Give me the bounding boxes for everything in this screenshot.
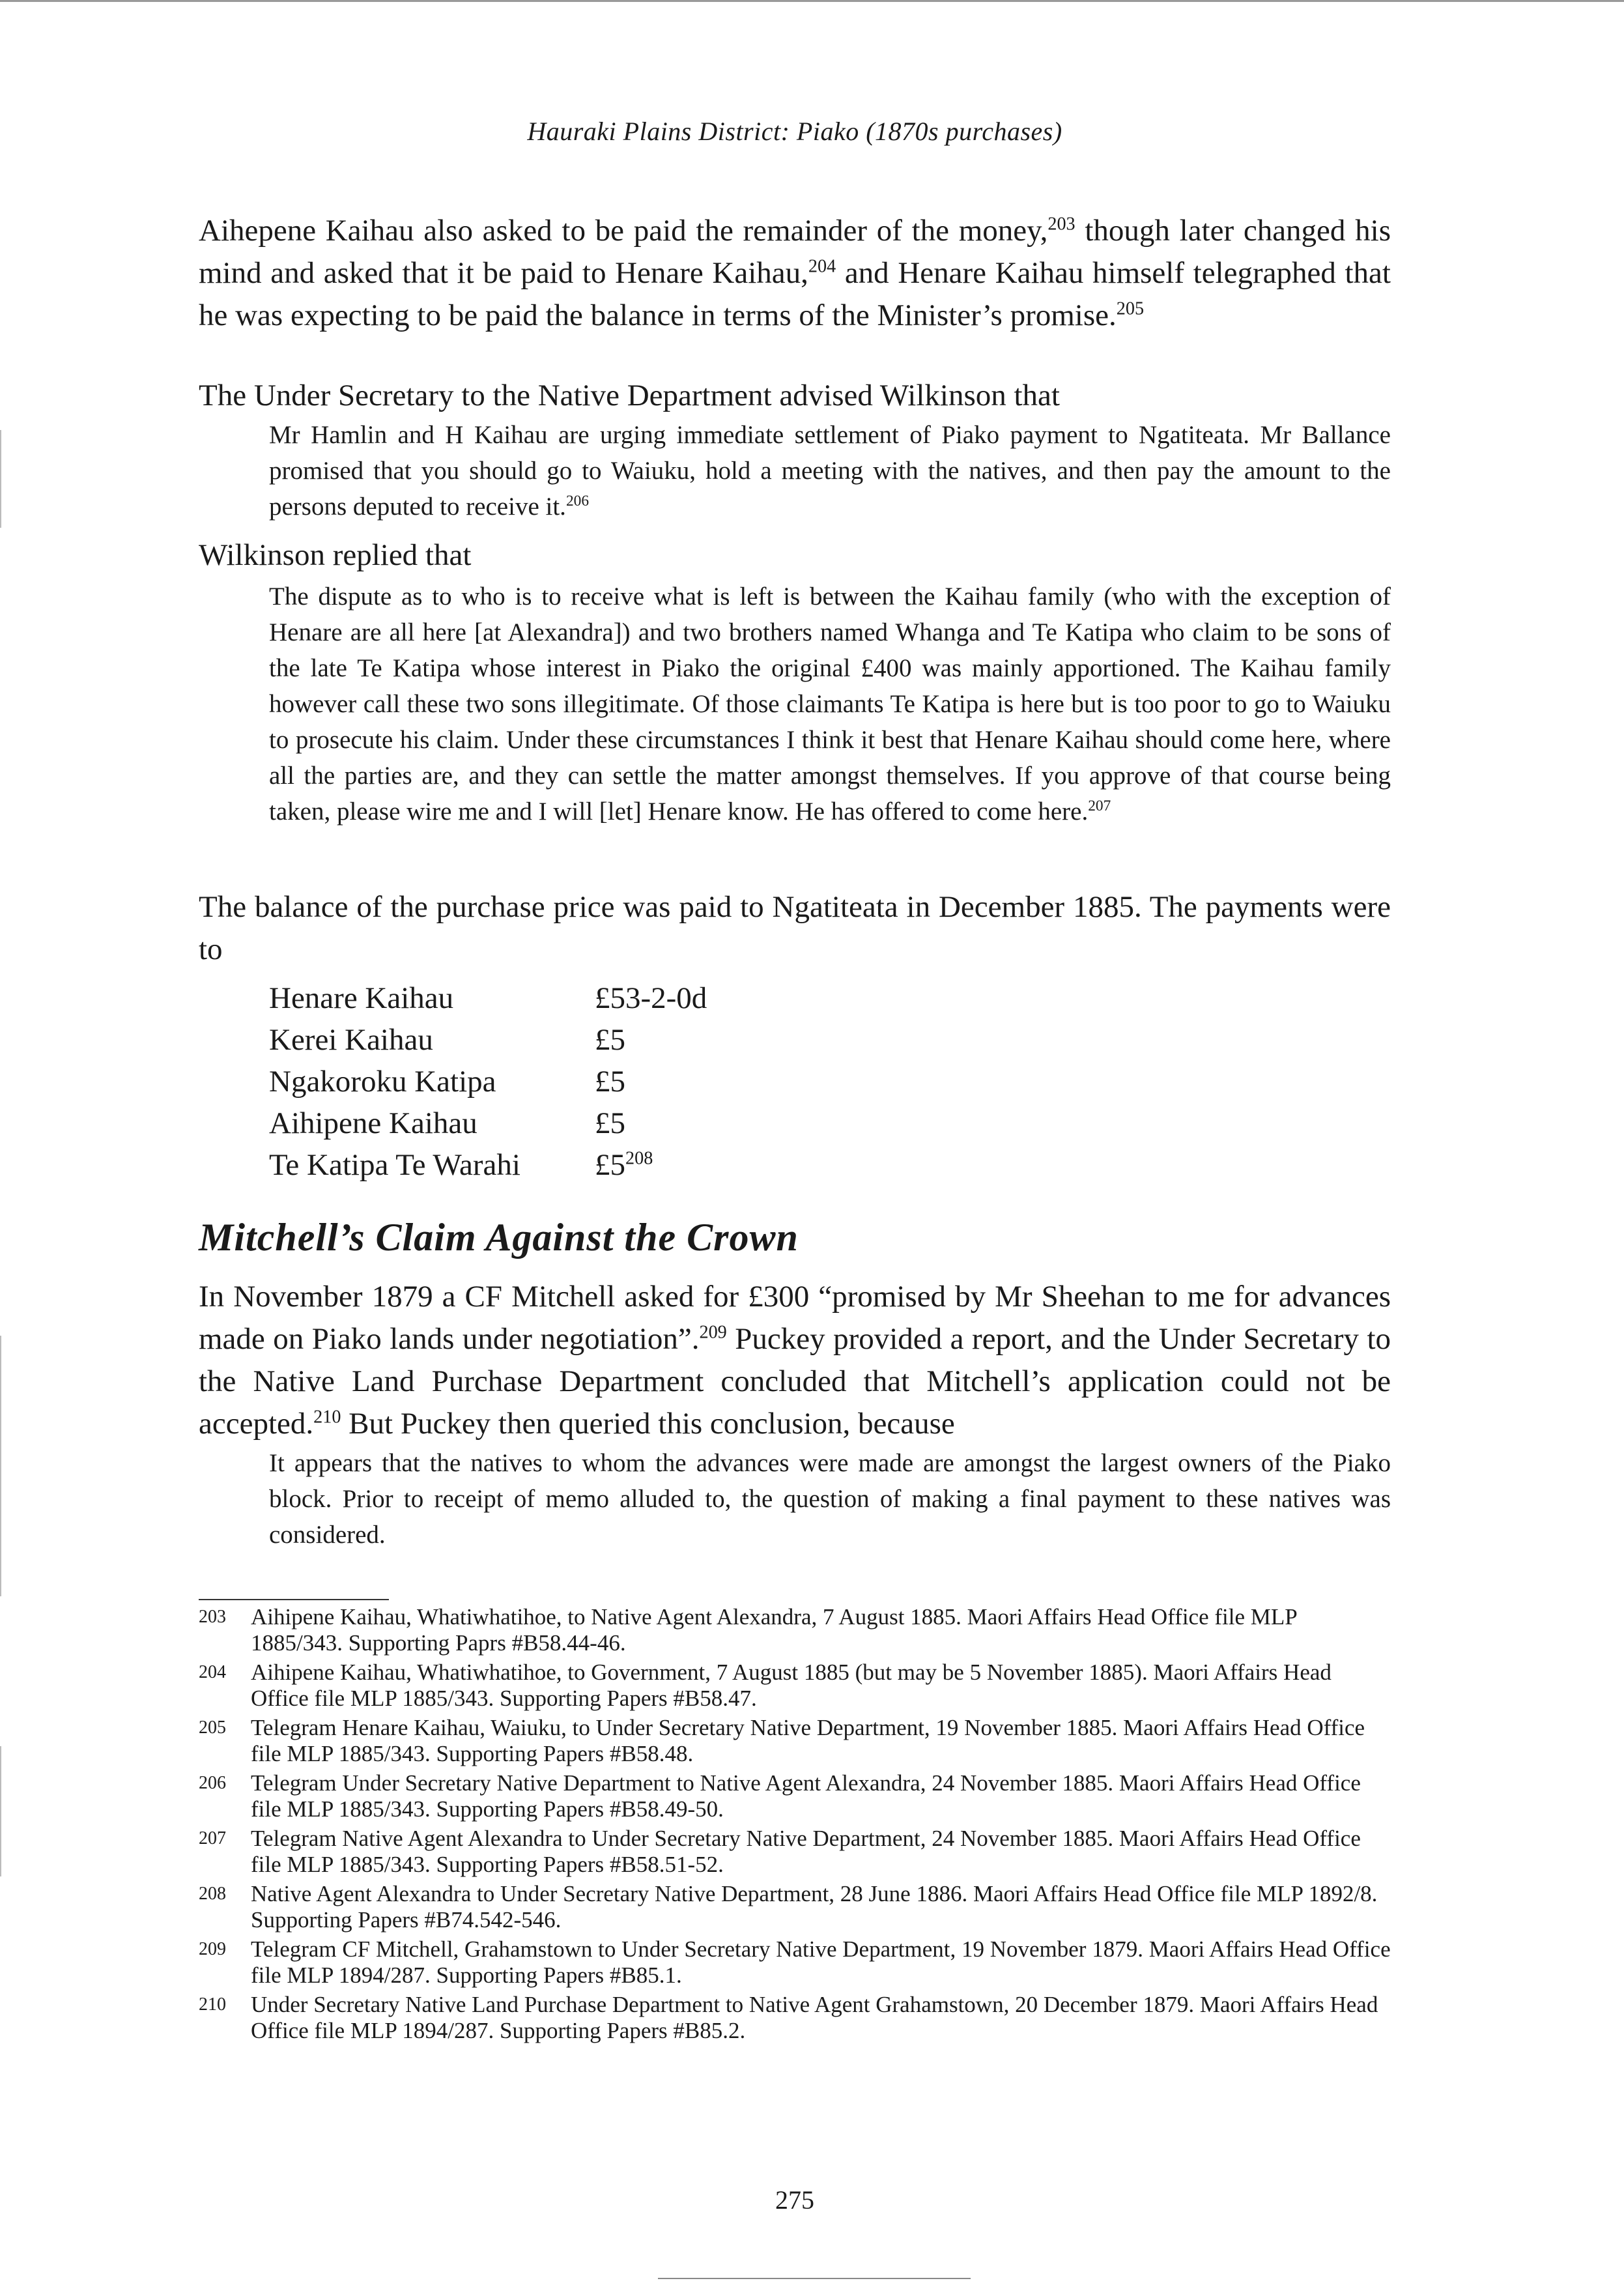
payee-name: Kerei Kaihau bbox=[269, 1023, 433, 1057]
top-rule bbox=[0, 0, 1624, 2]
paragraph-5: In November 1879 a CF Mitchell asked for £300 “promised by Mr Sheehan to me for advances made on Piako lands under negotiation”.$^{209}$ Puckey provided a report, and the Under Secretary to the Native Land Purchase Department concluded that Mitchell’s application could not be accepted.$^{210}$ But Puckey then queried this conclusion, because bbox=[199, 1280, 1391, 1441]
table-row bbox=[269, 977, 790, 1019]
block-quote-1: Mr Hamlin and H Kaihau are urging immediate settlement of Piako payment to Ngatiteata. Mr Ballance promised that you should go to Waiuku, hold a meeting with the natives, and then pay the amount to the persons deputed to receive it.$^{206}$ bbox=[269, 421, 1391, 521]
footnote-ref: 208 bbox=[625, 1148, 653, 1169]
footnote-number: 204 bbox=[199, 1662, 226, 1682]
footnote-text: Telegram Henare Kaihau, Waiuku, to Under Secretary Native Department, 19 November 1885. Maori Affairs Head Office file MLP 1885/343. Supporting Papers #B58.48. bbox=[251, 1715, 1365, 1766]
footnote-text: Telegram CF Mitchell, Grahamstown to Under Secretary Native Department, 19 November 1879. Maori Affairs Head Office file MLP 1894/287. Supporting Papers #B85.1. bbox=[251, 1936, 1391, 1988]
footnote-number: 206 bbox=[199, 1773, 226, 1793]
footnote-ref: 205 bbox=[1116, 298, 1145, 319]
footnote bbox=[199, 1936, 1391, 1989]
margin-mark bbox=[0, 430, 1, 528]
table-row bbox=[269, 1019, 790, 1061]
footnote bbox=[199, 1881, 1391, 1933]
margin-mark bbox=[0, 1336, 1, 1596]
block-quote-3: It appears that the natives to whom the advances were made are amongst the largest owners of the Piako block. Prior to receipt of memo alluded to, the question of making a final payment to these natives was considered. bbox=[269, 1449, 1391, 1549]
paragraph-4: The balance of the purchase price was paid to Ngatiteata in December 1885. The payments were to bbox=[199, 890, 1391, 966]
table-row bbox=[269, 1144, 790, 1186]
table-row bbox=[269, 1102, 790, 1144]
footnote bbox=[199, 1826, 1391, 1878]
footnote-ref: 204 bbox=[808, 256, 836, 277]
footnote-text: Telegram Native Agent Alexandra to Under Secretary Native Department, 24 November 1885. Maori Affairs Head Office file MLP 1885/343. Supporting Papers #B58.51-52. bbox=[251, 1826, 1361, 1877]
footnote-ref: 209 bbox=[699, 1322, 727, 1343]
block-quote-2: The dispute as to who is to receive what is left is between the Kaihau family (who with the exception of Henare are all here [at Alexandra]) and two brothers named Whanga and Te Katipa who claim to be sons of the late Te Katipa whose interest in Piako the original £400 was mainly apportioned. The Kaihau family however call these two sons illegitimate. Of those claimants Te Katipa is here but is too poor to go to Waiuku to prosecute his claim. Under these circumstances I think it best that Henare Kaihau should come here, where all the parties are, and they can settle the matter amongst themselves. If you approve of that course being taken, please wire me and I will [let] Henare know. He has offered to come here.$^{207}$ bbox=[269, 582, 1391, 826]
page-number: 275 bbox=[775, 2185, 814, 2215]
footnote-text: Under Secretary Native Land Purchase Department to Native Agent Grahamstown, 20 December 1879. Maori Affairs Head Office file MLP 1894/287. Supporting Papers #B85.2. bbox=[251, 1992, 1378, 2043]
footnote-text: Native Agent Alexandra to Under Secretary Native Department, 28 June 1886. Maori Affairs Head Office file MLP 1892/8. Supporting Papers #B74.542-546. bbox=[251, 1881, 1378, 1933]
footnote-number: 207 bbox=[199, 1828, 226, 1848]
footnote-number: 208 bbox=[199, 1884, 226, 1904]
footnote-text: Aihipene Kaihau, Whatiwhatihoe, to Government, 7 August 1885 (but may be 5 November 1885). Maori Affairs Head Office file MLP 1885/343. Supporting Papers #B58.47. bbox=[251, 1660, 1332, 1711]
footnote bbox=[199, 1660, 1391, 1712]
lead-line: Wilkinson replied that bbox=[199, 538, 472, 572]
payment-amount: £5 bbox=[595, 1023, 625, 1057]
payee-name: Te Katipa Te Warahi bbox=[269, 1148, 520, 1182]
bottom-rule bbox=[658, 2278, 971, 2279]
footnote-ref: 206 bbox=[565, 493, 590, 510]
lead-line: The Under Secretary to the Native Department advised Wilkinson that bbox=[199, 379, 1060, 412]
payment-amount: £5 bbox=[595, 1065, 625, 1099]
footnote bbox=[199, 1770, 1391, 1822]
paragraph-1: Aihepene Kaihau also asked to be paid the remainder of the money,$^{203}$ though later changed his mind and asked that it be paid to Henare Kaihau,$^{204}$ and Henare Kaihau himself telegraphed that he was expecting to be paid the balance in terms of the Minister’s promise.$^{205}$ bbox=[199, 214, 1391, 332]
footnote-number: 210 bbox=[199, 1994, 226, 2015]
footnote-ref: 210 bbox=[313, 1407, 341, 1428]
footnote-number: 205 bbox=[199, 1717, 226, 1738]
footnote-ref: 203 bbox=[1047, 214, 1076, 235]
payee-name: Aihipene Kaihau bbox=[269, 1106, 477, 1140]
payment-amount: £53-2-0d bbox=[595, 981, 707, 1015]
running-head: Hauraki Plains District: Piako (1870s purchases) bbox=[527, 117, 1062, 146]
payee-name: Ngakoroku Katipa bbox=[269, 1065, 496, 1099]
payment-amount: $£5^{208}$ bbox=[595, 1148, 653, 1182]
payment-amount: £5 bbox=[595, 1106, 625, 1140]
payee-name: Henare Kaihau bbox=[269, 981, 454, 1015]
footnote bbox=[199, 1992, 1391, 2044]
footnote-number: 203 bbox=[199, 1607, 226, 1627]
footnote-divider bbox=[199, 1599, 389, 1600]
payments-table bbox=[269, 977, 790, 1186]
footnotes bbox=[199, 1604, 1391, 2047]
footnote bbox=[199, 1715, 1391, 1767]
margin-mark bbox=[0, 1746, 1, 1876]
footnote-ref: 207 bbox=[1088, 798, 1111, 814]
footnote-text: Aihipene Kaihau, Whatiwhatihoe, to Native Agent Alexandra, 7 August 1885. Maori Affairs Head Office file MLP 1885/343. Supporting Paprs #B58.44-46. bbox=[251, 1604, 1297, 1656]
footnote bbox=[199, 1604, 1391, 1656]
section-heading: Mitchell’s Claim Against the Crown bbox=[199, 1216, 799, 1259]
footnote-number: 209 bbox=[199, 1939, 226, 1959]
footnote-text: Telegram Under Secretary Native Department to Native Agent Alexandra, 24 November 1885. Maori Affairs Head Office file MLP 1885/343. Supporting Papers #B58.49-50. bbox=[251, 1770, 1361, 1822]
table-row bbox=[269, 1061, 790, 1102]
